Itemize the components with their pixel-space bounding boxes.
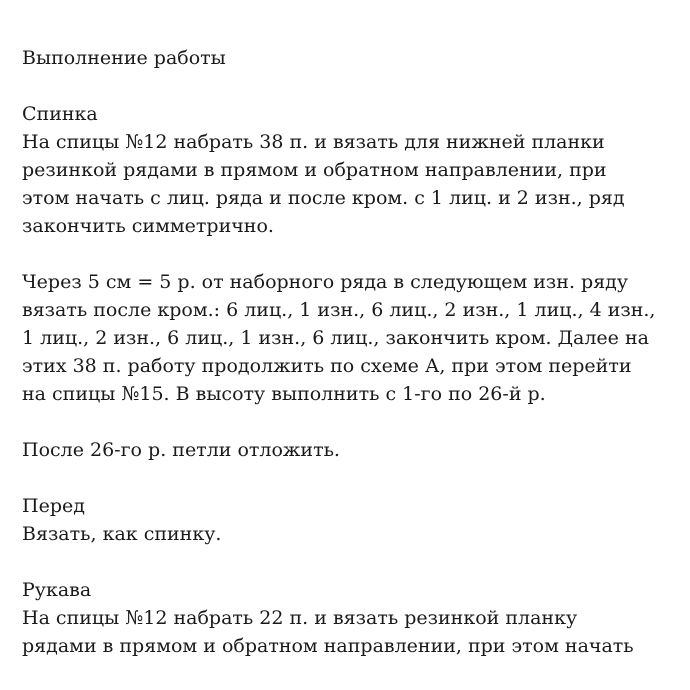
paragraph-sleeves-1	[22, 604, 672, 660]
section-heading-back: Спинка	[22, 103, 98, 125]
text-line: Через 5 см = 5 р. от наборного ряда в следующем изн. ряду	[22, 271, 629, 293]
text-line: резинкой рядами в прямом и обратном направлении, при	[22, 159, 607, 181]
text-line: На спицы №12 набрать 22 п. и вязать резинкой планку	[22, 607, 578, 629]
text-line: На спицы №12 набрать 38 п. и вязать для нижней планки	[22, 131, 605, 153]
document-page	[22, 44, 672, 660]
text-line: на спицы №15. В высоту выполнить с 1-го по 26-й р.	[22, 383, 546, 405]
paragraph-back-3: После 26-го р. петли отложить.	[22, 439, 340, 461]
spacer	[22, 240, 672, 268]
spacer	[22, 464, 672, 492]
spacer	[22, 408, 672, 436]
paragraph-back-2	[22, 268, 672, 408]
document-title: Выполнение работы	[22, 47, 226, 69]
text-line: вязать после кром.: 6 лиц., 1 изн., 6 лиц., 2 изн., 1 лиц., 4 изн.,	[22, 299, 656, 321]
text-line: закончить симметрично.	[22, 215, 274, 237]
paragraph-front: Вязать, как спинку.	[22, 523, 222, 545]
section-heading-front: Перед	[22, 495, 85, 517]
text-line: этом начать с лиц. ряда и после кром. с 1 лиц. и 2 изн., ряд	[22, 187, 625, 209]
spacer	[22, 548, 672, 576]
text-line: рядами в прямом и обратном направлении, при этом начать	[22, 635, 634, 657]
text-line: этих 38 п. работу продолжить по схеме А, при этом перейти	[22, 355, 632, 377]
spacer	[22, 72, 672, 100]
text-line: 1 лиц., 2 изн., 6 лиц., 1 изн., 6 лиц., закончить кром. Далее на	[22, 327, 649, 349]
paragraph-back-1	[22, 128, 672, 240]
section-heading-sleeves: Рукава	[22, 579, 92, 601]
